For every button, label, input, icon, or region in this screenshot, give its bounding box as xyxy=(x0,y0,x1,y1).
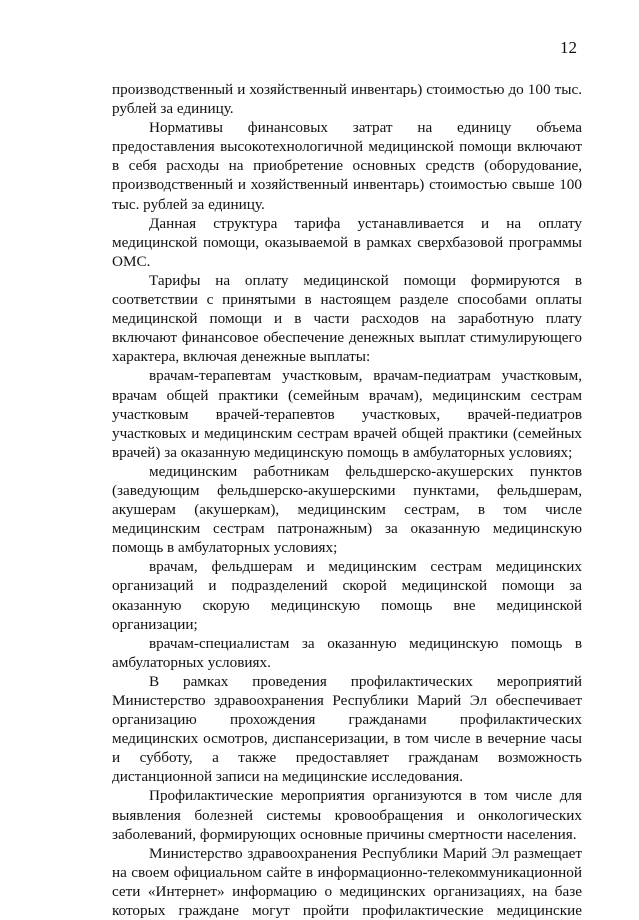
page-number: 12 xyxy=(560,38,577,57)
paragraph: медицинским работникам фельдшерско-акушерских пунктов (заведующим фельдшерско-акушерскими пунктами, фельдшерам, акушерам (акушеркам), медицинским сестрам, в том числе медицинским сестрам патронажным) за оказанную медицинскую помощь в амбулаторных условиях; xyxy=(112,462,582,557)
paragraph: Профилактические мероприятия организуются в том числе для выявления болезней системы кровообращения и онкологических заболеваний, формирующих основные причины смертности населения. xyxy=(112,787,582,843)
paragraph: Министерство здравоохранения Республики Марий Эл размещает на своем официальном сайте в информационно-телекоммуникационной сети «Интернет» информацию о медицинских организациях, на базе которых граждане могут пройти профилактические медицинские xyxy=(112,844,582,920)
paragraph: Данная структура тарифа устанавливается и на оплату медицинской помощи, оказываемой в рамках сверхбазовой программы ОМС. xyxy=(112,214,582,270)
paragraph: производственный и хозяйственный инвентарь) стоимостью до 100 тыс. рублей за единицу. xyxy=(112,81,582,118)
paragraph: врачам-специалистам за оказанную медицинскую помощь в амбулаторных условиях. xyxy=(112,634,582,671)
document-body xyxy=(112,80,582,920)
paragraph: врачам-терапевтам участковым, врачам-педиатрам участковым, врачам общей практики (семейным врачам), медицинским сестрам участковым врачей-терапевтов участковых, врачей-педиатров участковых и медицинским сестрам врачей общей практики (семейных врачей) за оказанную медицинскую помощь в амбулаторных условиях; xyxy=(112,367,582,461)
paragraph: В рамках проведения профилактических мероприятий Министерство здравоохранения Республики Марий Эл обеспечивает организацию прохождения гражданами профилактических медицинских осмотров, диспансеризации, в том числе в вечерние часы и субботу, а также предоставляет гражданам возможность дистанционной записи на медицинские исследования. xyxy=(112,672,582,786)
paragraph: Тарифы на оплату медицинской помощи формируются в соответствии с принятыми в настоящем разделе способами оплаты медицинской помощи и в части расходов на заработную плату включают финансовое обеспечение денежных выплат стимулирующего характера, включая денежные выплаты: xyxy=(112,271,582,366)
paragraph: Нормативы финансовых затрат на единицу объема предоставления высокотехнологичной медицинской помощи включают в себя расходы на приобретение основных средств (оборудование, производственный и хозяйственный инвентарь) стоимостью свыше 100 тыс. рублей за единицу. xyxy=(112,119,582,213)
paragraph: врачам, фельдшерам и медицинским сестрам медицинских организаций и подразделений скорой медицинской помощи за оказанную скорую медицинскую помощь вне медицинской организации; xyxy=(112,558,582,633)
